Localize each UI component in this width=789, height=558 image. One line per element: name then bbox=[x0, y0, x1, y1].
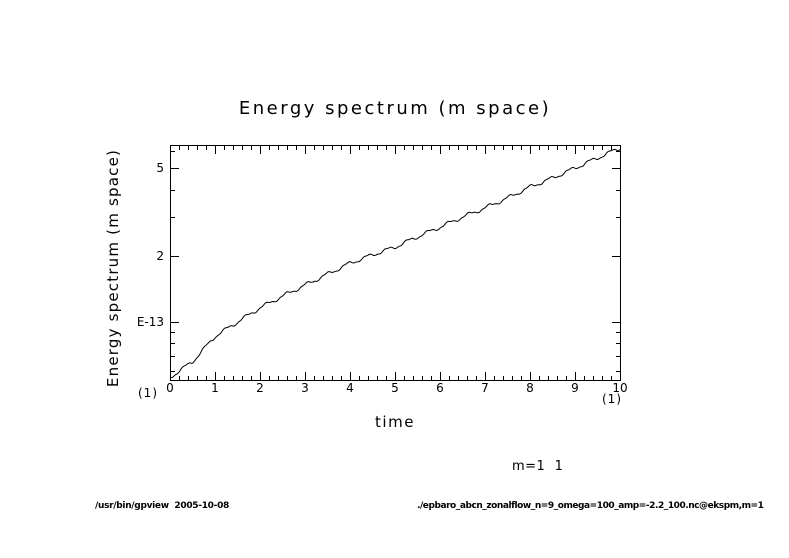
x-axis-unit-annotation: (1) bbox=[602, 392, 622, 406]
x-axis-title: time bbox=[375, 413, 415, 431]
x-tick-label: 6 bbox=[436, 381, 444, 395]
plot-frame bbox=[171, 146, 621, 381]
x-tick-label: 8 bbox=[526, 381, 534, 395]
y-axis-title: Energy spectrum (m space) bbox=[104, 148, 122, 388]
chart-title: Energy spectrum (m space) bbox=[238, 98, 552, 119]
y-tick-label: 2 bbox=[156, 248, 164, 263]
footer-program-date: /usr/bin/gpview 2005-10-08 bbox=[95, 501, 229, 511]
x-tick-label: 10 bbox=[612, 381, 628, 395]
y-tick-label: E-13 bbox=[136, 315, 164, 329]
footer-datafile-path: ./epbaro_abcn_zonalflow_n=9_omega=100_amp=-2.2_100.nc@ekspm,m=1 bbox=[417, 501, 764, 511]
x-tick-label: 5 bbox=[391, 381, 399, 395]
energy-curve bbox=[170, 149, 620, 377]
x-tick-label: 7 bbox=[481, 381, 489, 395]
y-tick-label: 5 bbox=[156, 161, 164, 176]
y-axis-unit-annotation: (1) bbox=[138, 386, 158, 400]
series-legend-label: m=1 1 bbox=[512, 459, 564, 474]
x-tick-label: 2 bbox=[256, 381, 264, 395]
x-tick-label: 1 bbox=[211, 381, 219, 395]
x-tick-label: 9 bbox=[571, 381, 579, 395]
x-tick-label: 0 bbox=[166, 381, 174, 395]
x-tick-label: 4 bbox=[346, 381, 354, 395]
x-tick-label: 3 bbox=[301, 381, 309, 395]
